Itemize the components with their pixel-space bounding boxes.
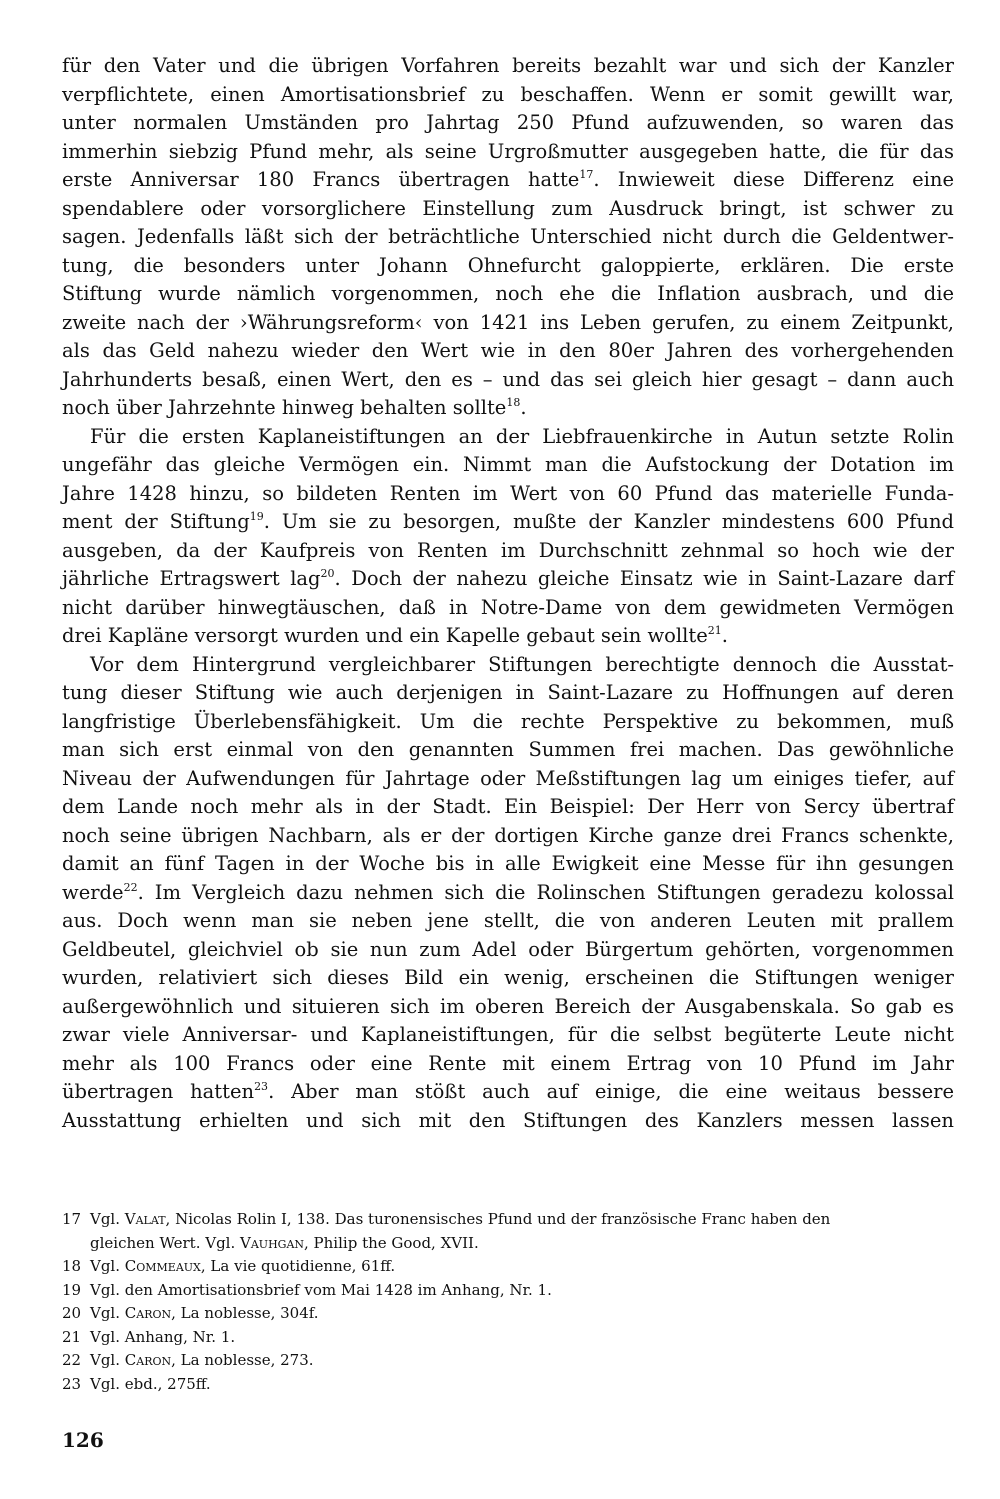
text-line: immerhin siebzig Pfund mehr, als seine Urgroßmutter ausgegeben hatte, die für das (62, 139, 954, 163)
text-line: Stiftung wurde nämlich vorgenommen, noch ehe die Inflation ausbrach, und die (62, 282, 954, 305)
text-line: übertragen hatten$^{23}$. Aber man stößt auch auf einige, die eine weitaus bessere (62, 1080, 954, 1103)
text-line: ausgeben, da der Kaufpreis von Renten im Durchschnitt zehnmal so hoch wie der (62, 538, 954, 562)
text-line: Für die ersten Kaplaneistiftungen an der Liebfrauenkirche in Autun setzte Rolin (90, 424, 954, 448)
text-line: Vor dem Hintergrund vergleichbarer Stiftungen berechtigte dennoch die Ausstat- (90, 652, 954, 676)
footnote-continuation: gleichen Wert. Vgl. Vauhgan, Philip the Good, XVII. (90, 1233, 479, 1252)
footnote-ref: 23 (254, 1080, 269, 1093)
text-line: ungefähr das gleiche Vermögen ein. Nimmt man die Aufstockung der Dotation im (62, 453, 954, 476)
text-line: langfristige Überlebensfähigkeit. Um die rechte Perspektive zu bekommen, muß (62, 709, 954, 733)
footnote: 23 Vgl. ebd., 275ff. (62, 1374, 211, 1393)
text-line: Ausstattung erhielten und sich mit den Stiftungen des Kanzlers messen lassen (62, 1108, 954, 1132)
author-name: Commeaux (124, 1257, 201, 1275)
text-line: für den Vater und die übrigen Vorfahren bereits bezahlt war und sich der Kanzler (62, 54, 954, 77)
text-line: außergewöhnlich und situieren sich im oberen Bereich der Ausgabenskala. So gab es (62, 994, 954, 1018)
text-line: als das Geld nahezu wieder den Wert wie in den 80er Jahren des vorhergehenden (62, 339, 954, 362)
footnote: 18 Vgl. Commeaux, La vie quotidienne, 61ff. (62, 1257, 396, 1275)
text-line: mehr als 100 Francs oder eine Rente mit einem Ertrag von 10 Pfund im Jahr (62, 1051, 954, 1075)
footnote: 22 Vgl. Caron, La noblesse, 273. (62, 1351, 314, 1369)
author-name: Caron (124, 1351, 172, 1369)
page-number: 126 (62, 1428, 104, 1452)
text-line: erste Anniversar 180 Francs übertragen hatte$^{17}$. Inwieweit diese Differenz eine (62, 168, 954, 191)
text-line: wurden, relativiert sich dieses Bild ein wenig, erscheinen die Stiftungen weniger (62, 966, 954, 989)
text-line: sagen. Jedenfalls läßt sich der beträchtliche Unterschied nicht durch die Geldentwer- (62, 225, 954, 248)
text-line: damit an fünf Tagen in der Woche bis in alle Ewigkeit eine Messe für ihn gesungen (62, 852, 954, 875)
text-line: noch über Jahrzehnte hinweg behalten sollte$^{18}$. (62, 396, 527, 419)
footnote: 21 Vgl. Anhang, Nr. 1. (62, 1327, 236, 1346)
text-line: ment der Stiftung$^{19}$. Um sie zu besorgen, mußte der Kanzler mindestens 600 Pfund (62, 510, 954, 533)
footnote-ref: 20 (320, 567, 335, 580)
text-line: nicht darüber hinwegtäuschen, daß in Notre-Dame von dem gewidmeten Vermögen (62, 595, 954, 619)
text-line: Geldbeutel, gleichviel ob sie nun zum Adel oder Bürgertum gehörten, vorgenommen (62, 937, 954, 961)
text-line: tung dieser Stiftung wie auch derjenigen in Saint-Lazare zu Hoffnungen auf deren (62, 681, 954, 704)
text-line: tung, die besonders unter Johann Ohnefurcht galoppierte, erklären. Die erste (62, 253, 954, 277)
footnote-ref: 19 (249, 510, 264, 523)
text-line: drei Kapläne versorgt wurden und ein Kapelle gebaut sein wollte$^{21}$. (62, 624, 728, 647)
text-line: Niveau der Aufwendungen für Jahrtage oder Meßstiftungen lag um einiges tiefer, auf (62, 766, 954, 790)
text-line: noch seine übrigen Nachbarn, als er der dortigen Kirche ganze drei Francs schenkte, (62, 823, 954, 847)
author-name: Caron (124, 1304, 172, 1322)
footnote-ref: 17 (579, 168, 594, 181)
text-line: jährliche Ertragswert lag$^{20}$. Doch der nahezu gleiche Einsatz wie in Saint-Lazare darf (62, 567, 954, 590)
text-line: zweite nach der ›Währungsreform‹ von 1421 ins Leben gerufen, zu einem Zeitpunkt, (62, 310, 954, 334)
text-line: aus. Doch wenn man sie neben jene stellt, die von anderen Leuten mit prallem (62, 909, 954, 932)
text-line: Jahre 1428 hinzu, so bildeten Renten im Wert von 60 Pfund das materielle Funda- (62, 481, 954, 505)
text-line: werde$^{22}$. Im Vergleich dazu nehmen sich die Rolinschen Stiftungen geradezu kolossal (62, 880, 954, 904)
footnote-ref: 22 (123, 880, 138, 894)
footnote-ref: 18 (506, 396, 521, 409)
text-line: spendablere oder vorsorglichere Einstellung zum Ausdruck bringt, ist schwer zu (62, 196, 954, 220)
footnote: 17 Vgl. Valat, Nicolas Rolin I, 138. Das turonensisches Pfund und der französische Franc haben den (62, 1210, 831, 1228)
text-line: Jahrhunderts besaß, einen Wert, den es – und das sei gleich hier gesagt – dann auch (62, 367, 954, 391)
main-text (62, 52, 954, 1135)
author-name: Valat (124, 1210, 166, 1228)
author-name: Vauhgan (240, 1233, 305, 1252)
footnote: 19 Vgl. den Amortisationsbrief vom Mai 1428 im Anhang, Nr. 1. (62, 1280, 552, 1299)
text-line: unter normalen Umständen pro Jahrtag 250 Pfund aufzuwenden, so waren das (62, 111, 954, 134)
footnote-ref: 21 (707, 624, 722, 637)
text-line: verpflichtete, einen Amortisationsbrief zu beschaffen. Wenn er somit gewillt war, (62, 82, 954, 106)
text-line: man sich erst einmal von den genannten Summen frei machen. Das gewöhnliche (62, 738, 954, 761)
footnotes (62, 1208, 954, 1396)
footnote: 20 Vgl. Caron, La noblesse, 304f. (62, 1304, 319, 1322)
text-line: zwar viele Anniversar- und Kaplaneistiftungen, für die selbst begüterte Leute nicht (62, 1023, 954, 1046)
text-line: dem Lande noch mehr als in der Stadt. Ein Beispiel: Der Herr von Sercy übertraf (62, 795, 954, 818)
